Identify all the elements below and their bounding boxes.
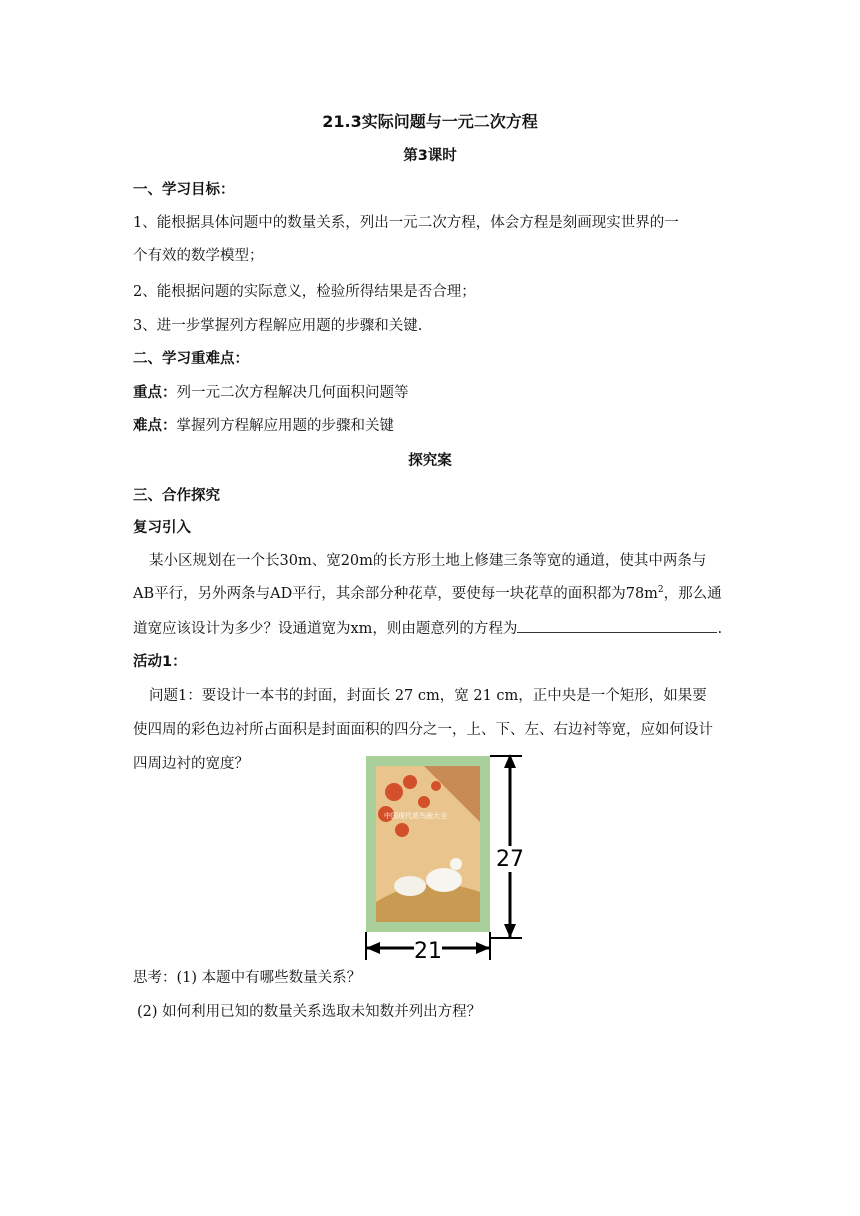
width-arrow-right	[476, 942, 490, 954]
review-line-3	[133, 618, 722, 639]
review-line-2a: AB平行，另外两条与AD平行，其余部分种花草，要使每一块花草的面积都为78m	[133, 586, 658, 602]
review-heading: 复习引入	[133, 520, 191, 536]
goal-3: 3、进一步掌握列方程解应用题的步骤和关键.	[133, 318, 423, 334]
width-label: 21	[414, 939, 442, 962]
section-explore-heading: 三、合作探究	[133, 488, 220, 504]
height-arrow-bottom	[504, 924, 516, 938]
review-line-2b: ，那么通	[663, 586, 722, 602]
review-line-1: 某小区规划在一个长30m、宽20m的长方形土地上修建三条等宽的通道，使其中两条与	[149, 553, 707, 569]
section-goals-heading: 一、学习目标：	[133, 182, 235, 198]
goal-1-line-1: 1、能根据具体问题中的数量关系，列出一元二次方程，体会方程是刻画现实世界的一	[133, 215, 679, 231]
dove-left	[394, 876, 426, 896]
explore-title: 探究案	[408, 453, 452, 469]
width-arrow-left	[366, 942, 380, 954]
review-line-2	[133, 584, 722, 604]
review-line-3-text: 道宽应该设计为多少？设通道宽为xm，则由题意列的方程为	[133, 621, 518, 637]
hard-point-label: 难点：	[133, 418, 177, 434]
section-keypoints-heading: 二、学习重难点：	[133, 351, 249, 367]
hard-point	[133, 416, 394, 436]
goal-2: 2、能根据问题的实际意义，检验所得结果是否合理；	[133, 284, 476, 300]
key-point-text: 列一元二次方程解决几何面积问题等	[176, 385, 409, 401]
activity-heading: 活动1：	[133, 654, 187, 670]
review-line-3-end: .	[717, 621, 723, 637]
think-question-1: 思考：(1) 本题中有哪些数量关系？	[133, 970, 362, 986]
lesson-subtitle: 第3课时	[403, 148, 457, 164]
question-1-line-1: 问题1：要设计一本书的封面，封面长 27 cm，宽 21 cm，正中央是一个矩形，如果要	[149, 688, 707, 704]
dove-right-head	[450, 858, 462, 870]
question-1-line-3: 四周边衬的宽度？	[133, 756, 249, 772]
cover-text: 中国现代花鸟画大全	[384, 812, 447, 820]
dove-right	[426, 868, 462, 892]
key-point	[133, 383, 409, 403]
answer-blank[interactable]	[517, 618, 717, 633]
area-unit-exponent: 2	[657, 585, 664, 596]
question-1-line-2: 使四周的彩色边衬所占面积是封面面积的四分之一，上、下、左、右边衬等宽，应如何设计	[133, 722, 713, 738]
think-question-2: (2) 如何利用已知的数量关系选取未知数并列出方程？	[137, 1004, 482, 1020]
height-label: 27	[496, 847, 524, 872]
book-cover-figure	[364, 752, 524, 962]
key-point-label: 重点：	[133, 385, 177, 401]
page-title: 21.3实际问题与一元二次方程	[322, 112, 538, 131]
goal-1-line-2: 个有效的数学模型；	[133, 248, 264, 264]
hard-point-text: 掌握列方程解应用题的步骤和关键	[176, 418, 394, 434]
